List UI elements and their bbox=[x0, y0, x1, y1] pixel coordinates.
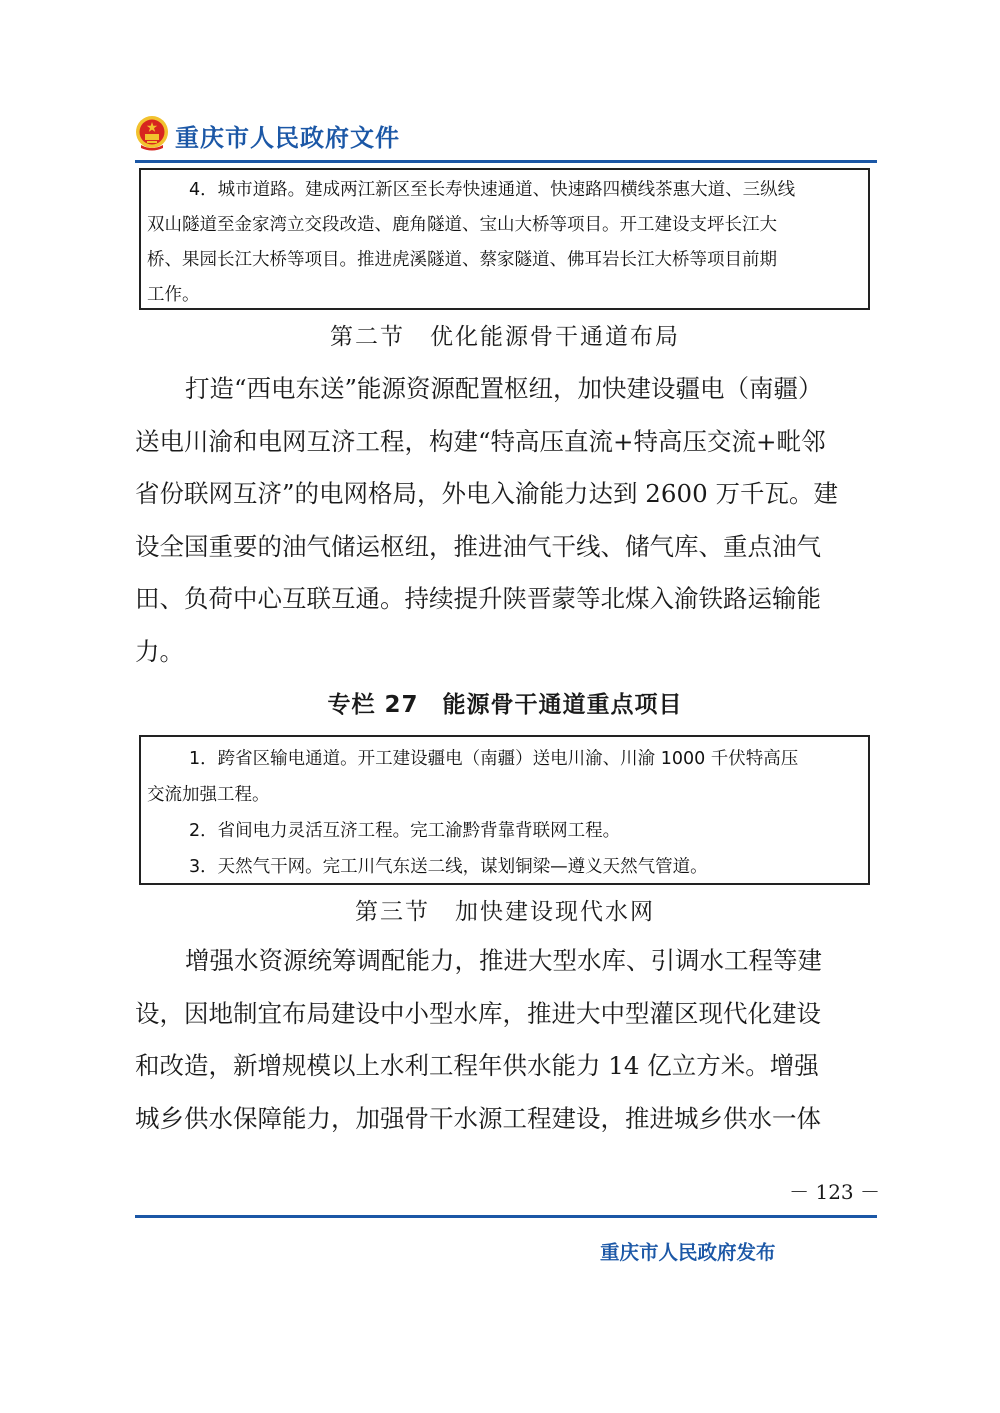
paragraph-line: 和改造，新增规模以上水利工程年供水能力 14 亿立方米。增强 bbox=[135, 1051, 819, 1080]
paragraph-line: 增强水资源统筹调配能力，推进大型水库、引调水工程等建 bbox=[185, 946, 822, 975]
paragraph-line: 力。 bbox=[135, 636, 184, 666]
column-line: 1．跨省区输电通道。开工建设疆电（南疆）送电川渝、川渝 1000 千伏特高压 bbox=[189, 749, 799, 769]
column-line: 3．天然气干网。完工川气东送二线，谋划铜梁—遵义天然气管道。 bbox=[189, 857, 708, 877]
paragraph-line: 打造“西电东送”能源资源配置枢纽，加快建设疆电（南疆） bbox=[185, 374, 823, 403]
paragraph-line: 省份联网互济”的电网格局，外电入渝能力达到 2600 万千瓦。建 bbox=[135, 479, 838, 508]
section-body-energy bbox=[135, 363, 875, 678]
paragraph-line: 田、负荷中心互联互通。持续提升陕晋蒙等北煤入渝铁路运输能 bbox=[135, 584, 821, 613]
column-box-urban-roads bbox=[139, 168, 870, 310]
section-title-water: 第三节 加快建设现代水网 bbox=[355, 899, 655, 925]
section-body-water bbox=[135, 935, 875, 1145]
paragraph-line: 送电川渝和电网互济工程，构建“特高压直流+特高压交流+毗邻 bbox=[135, 426, 826, 456]
column-line: 工作。 bbox=[147, 285, 200, 305]
column-line: 2．省间电力灵活互济工程。完工渝黔背靠背联网工程。 bbox=[189, 821, 621, 841]
header-title: 重庆市人民政府文件 bbox=[175, 124, 400, 152]
column-title-27: 专栏 27 能源骨干通道重点项目 bbox=[327, 692, 683, 718]
paragraph-line: 设，因地制宜布局建设中小型水库，推进大中型灌区现代化建设 bbox=[135, 998, 821, 1028]
column-line: 桥、果园长江大桥等项目。推进虎溪隧道、蔡家隧道、佛耳岩长江大桥等项目前期 bbox=[147, 250, 777, 270]
page-number: － 123 － bbox=[789, 1180, 880, 1204]
footer-divider bbox=[135, 1215, 877, 1218]
column-line: 双山隧道至金家湾立交段改造、鹿角隧道、宝山大桥等项目。开工建设支坪长江大 bbox=[147, 215, 777, 235]
column-line: 4．城市道路。建成两江新区至长寿快速通道、快速路四横线茶惠大道、三纵线 bbox=[189, 180, 796, 200]
national-emblem-icon bbox=[135, 115, 169, 151]
header-divider bbox=[135, 160, 877, 163]
column-box-energy-projects bbox=[139, 735, 870, 885]
footer-publisher: 重庆市人民政府发布 bbox=[600, 1241, 776, 1264]
document-header bbox=[135, 110, 875, 158]
paragraph-line: 城乡供水保障能力，加强骨干水源工程建设，推进城乡供水一体 bbox=[135, 1103, 821, 1133]
column-line: 交流加强工程。 bbox=[147, 785, 270, 805]
section-title-energy: 第二节 优化能源骨干通道布局 bbox=[330, 324, 680, 350]
paragraph-line: 设全国重要的油气储运枢纽，推进油气干线、储气库、重点油气 bbox=[135, 531, 821, 561]
